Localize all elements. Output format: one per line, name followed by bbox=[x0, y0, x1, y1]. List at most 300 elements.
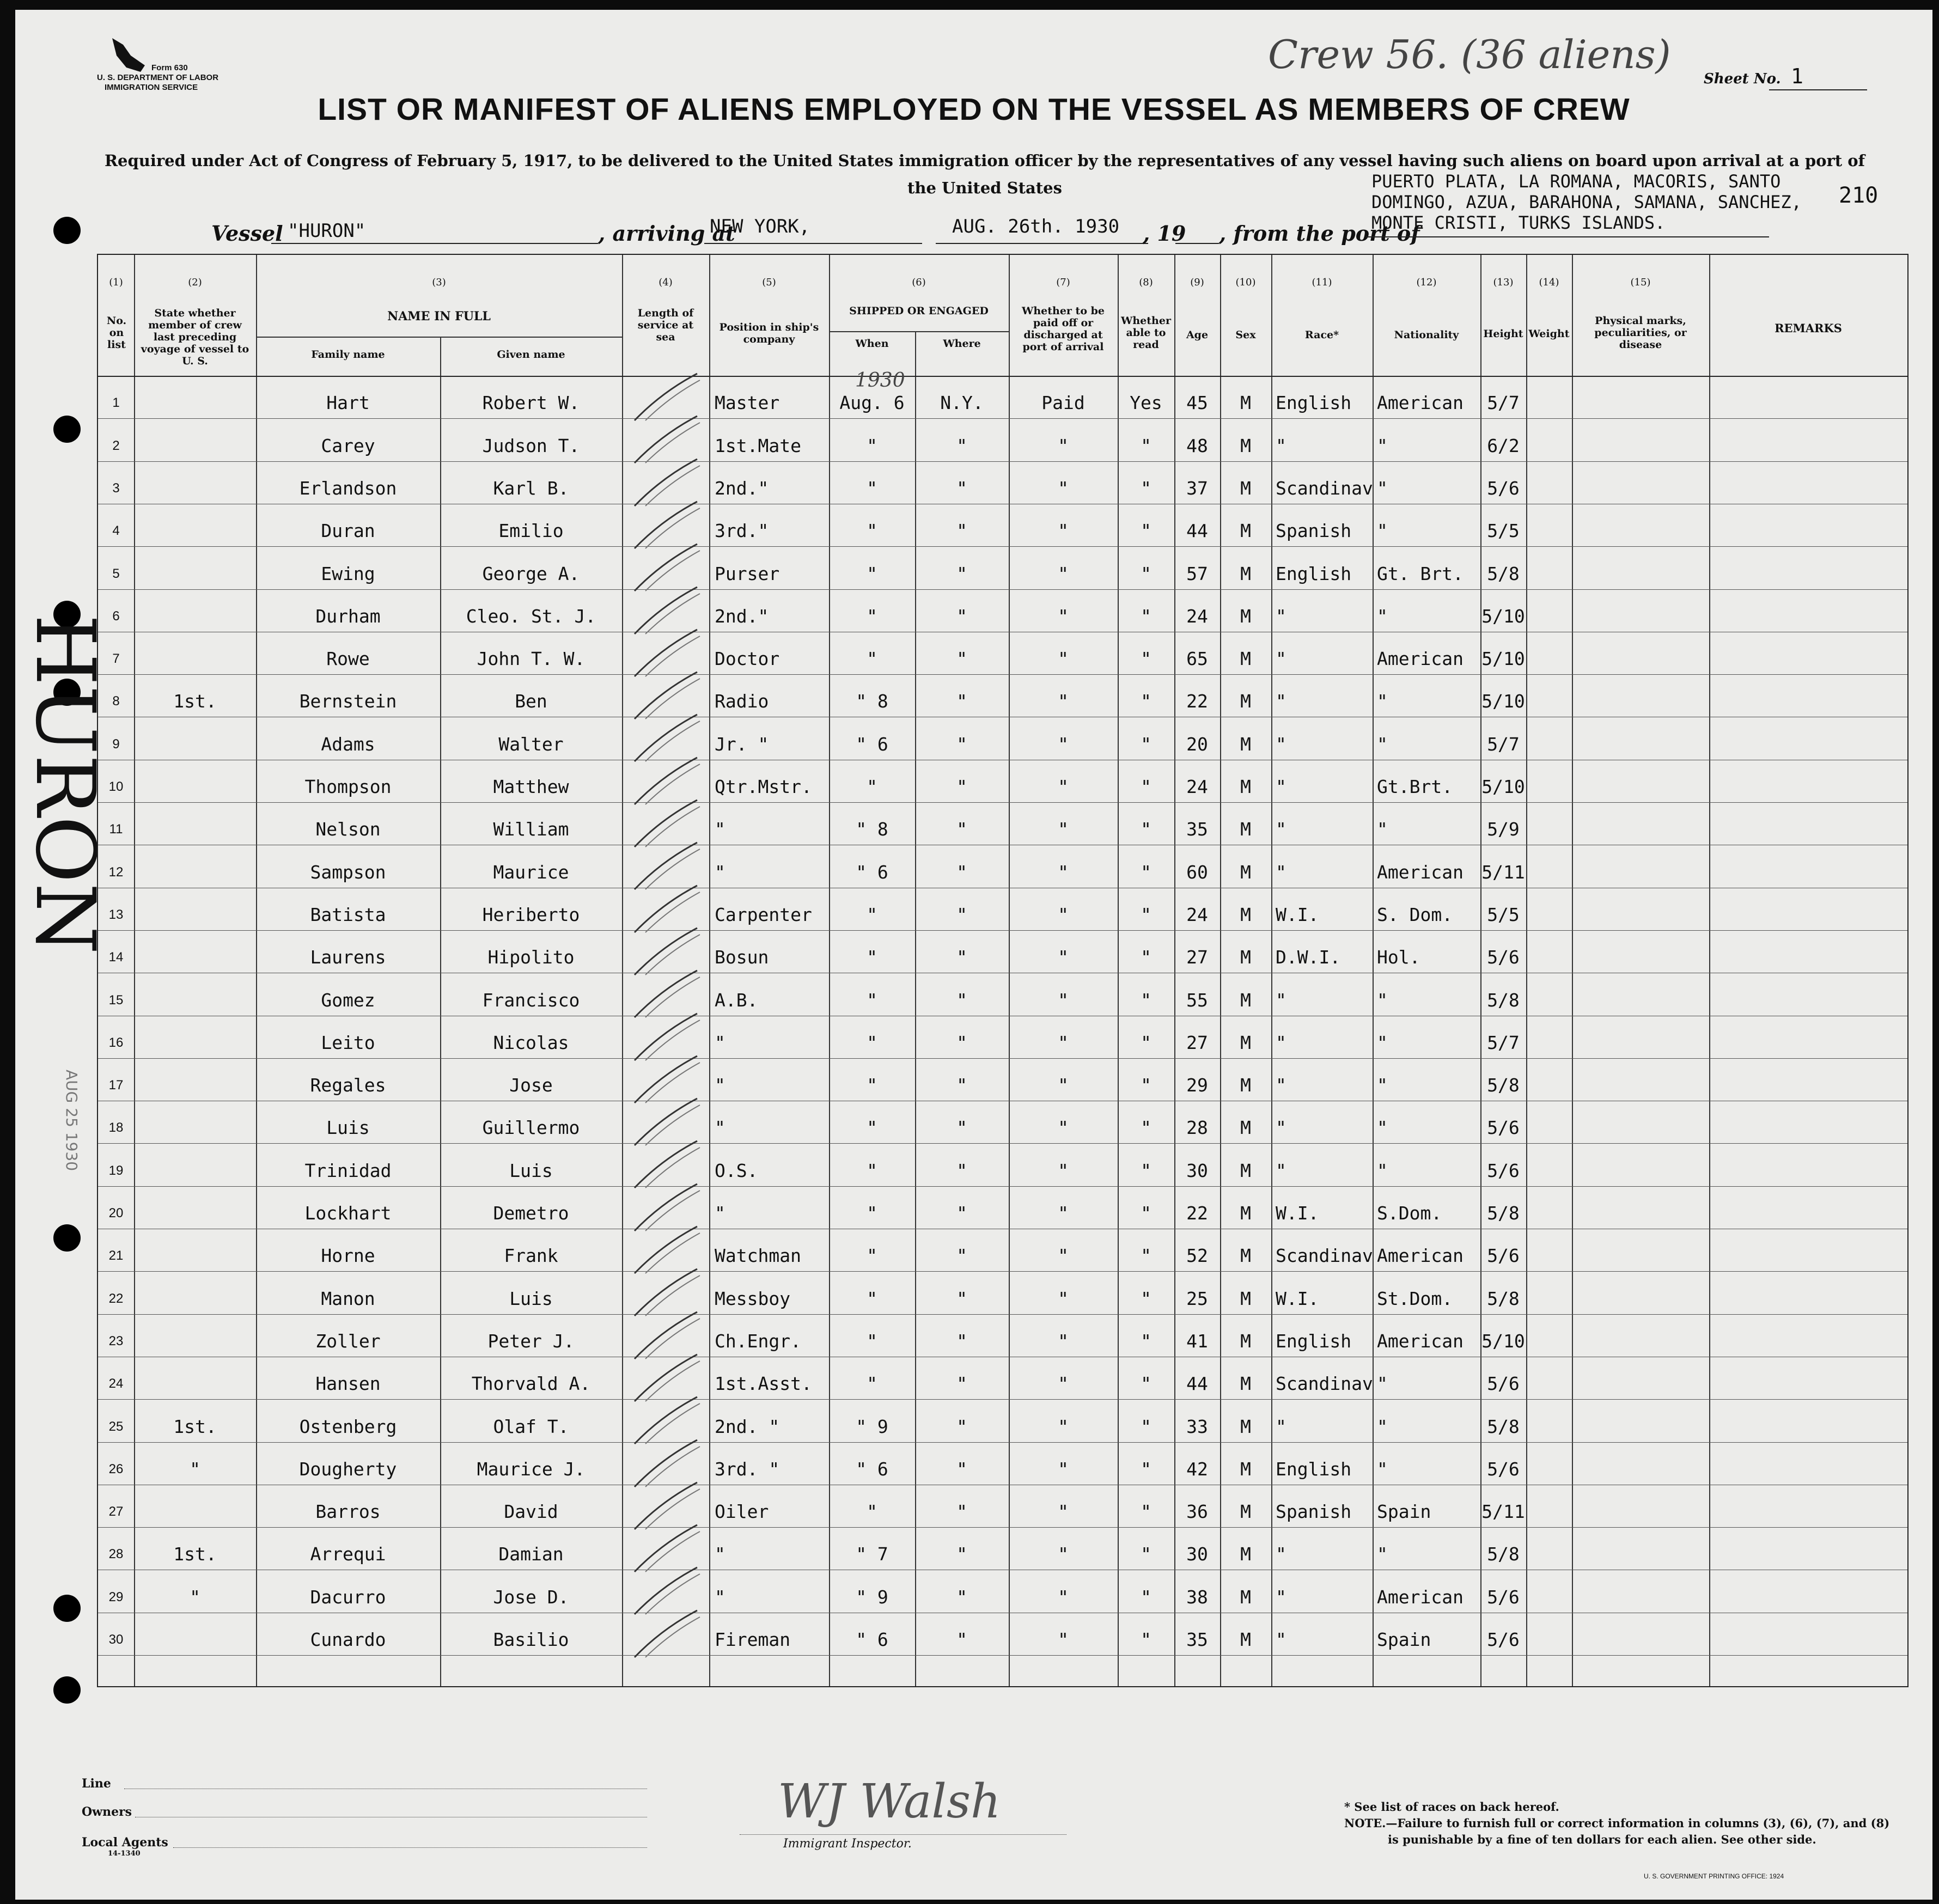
cell-given: George A. bbox=[482, 563, 580, 584]
col-given-name: Given name bbox=[497, 349, 565, 361]
owners-label: Owners bbox=[82, 1805, 132, 1819]
col-length-of-service: Length of service at sea bbox=[637, 307, 694, 343]
cell-read: " bbox=[1141, 1586, 1151, 1608]
cell-sex: M bbox=[1240, 947, 1251, 968]
margin-vessel-name bbox=[17, 603, 112, 1050]
cell-sex: M bbox=[1240, 989, 1251, 1011]
cell-when: " bbox=[867, 1245, 877, 1267]
cell-sex: M bbox=[1240, 1586, 1251, 1608]
cell-paid: " bbox=[1058, 1075, 1069, 1096]
cell-paid: " bbox=[1058, 1203, 1069, 1224]
cell-race: " bbox=[1276, 1586, 1286, 1608]
cell-given: Ben bbox=[515, 691, 547, 712]
col-race: Race* bbox=[1304, 329, 1339, 341]
cell-where: " bbox=[956, 819, 967, 840]
cell-no: 16 bbox=[108, 1035, 124, 1050]
cell-where: " bbox=[956, 904, 967, 925]
cell-when: " bbox=[867, 1501, 877, 1523]
cell-when: " bbox=[867, 648, 877, 670]
cell-read: " bbox=[1141, 861, 1151, 883]
cell-where: " bbox=[956, 1287, 967, 1309]
cell-race: D.W.I. bbox=[1276, 947, 1341, 968]
cell-nationality: American bbox=[1377, 1245, 1464, 1267]
cell-no: 26 bbox=[108, 1461, 124, 1476]
cell-where: " bbox=[956, 989, 967, 1011]
cell-family: Gomez bbox=[321, 989, 375, 1011]
cell-no: 8 bbox=[112, 694, 120, 709]
page-subtitle: Required under Act of Congress of February 5, 1917, to be delivered to the United States immigration officer by the representatives of any vessel having such aliens on board upon arrival at a port of the United States bbox=[104, 151, 1865, 197]
col-previous-voyage: State whether member of crew last preceding voyage of vessel to U. S. bbox=[141, 307, 249, 367]
cell-given: Maurice bbox=[493, 861, 569, 883]
cell-paid: " bbox=[1058, 1287, 1069, 1309]
cell-sex: M bbox=[1240, 776, 1251, 797]
cell-read: " bbox=[1141, 1330, 1151, 1352]
cell-height: 5/5 bbox=[1487, 904, 1520, 925]
cell-paid: " bbox=[1058, 1032, 1069, 1053]
cell-position: Oiler bbox=[715, 1501, 769, 1523]
cell-no: 13 bbox=[108, 907, 124, 922]
cell-position: " bbox=[715, 1075, 725, 1096]
cell-no: 2 bbox=[112, 438, 120, 453]
cell-read: " bbox=[1141, 904, 1151, 925]
cell-given: Jose D. bbox=[493, 1586, 569, 1608]
cell-no: 1 bbox=[112, 395, 120, 411]
cell-where: " bbox=[956, 477, 967, 499]
cell-read: " bbox=[1141, 435, 1151, 456]
cell-height: 5/10 bbox=[1481, 605, 1525, 627]
date-stamp-text: AUG 25 1930 bbox=[63, 1070, 81, 1171]
cell-read: " bbox=[1141, 1287, 1151, 1309]
col1-number: (1) bbox=[109, 277, 123, 288]
line-label: Line bbox=[82, 1777, 111, 1791]
cell-height: 5/11 bbox=[1481, 861, 1525, 883]
cell-sex: M bbox=[1240, 1245, 1251, 1267]
cell-position: Doctor bbox=[715, 648, 780, 670]
cell-paid: " bbox=[1058, 1629, 1069, 1650]
cell-given: Hipolito bbox=[487, 947, 575, 968]
cell-given: Heriberto bbox=[482, 904, 580, 925]
cell-race: Scandinav bbox=[1276, 1245, 1373, 1267]
cell-age: 27 bbox=[1186, 947, 1208, 968]
cell-height: 5/8 bbox=[1487, 1075, 1520, 1096]
cell-race: " bbox=[1276, 691, 1286, 712]
cell-height: 5/7 bbox=[1487, 392, 1520, 414]
cell-position: Messboy bbox=[715, 1287, 791, 1309]
sheet-number-value: 1 bbox=[1791, 64, 1803, 88]
cell-given: Olaf T. bbox=[493, 1415, 569, 1437]
cell-where: " bbox=[956, 1245, 967, 1267]
cell-family: Luis bbox=[326, 1117, 370, 1139]
cell-when: " bbox=[867, 477, 877, 499]
cell-nationality: " bbox=[1377, 1373, 1388, 1395]
cell-age: 44 bbox=[1186, 520, 1208, 542]
cell-when: " bbox=[867, 1287, 877, 1309]
cell-height: 5/11 bbox=[1481, 1501, 1525, 1523]
cell-age: 37 bbox=[1186, 477, 1208, 499]
cell-sex: M bbox=[1240, 691, 1251, 712]
cell-family: Cunardo bbox=[310, 1629, 386, 1650]
cell-read: " bbox=[1141, 1117, 1151, 1139]
cell-where: " bbox=[956, 520, 967, 542]
col6-number: (6) bbox=[912, 277, 926, 288]
cell-sex: M bbox=[1240, 1117, 1251, 1139]
cell-family: Lockhart bbox=[304, 1203, 392, 1224]
cell-family: Dacurro bbox=[310, 1586, 386, 1608]
cell-race: English bbox=[1276, 563, 1352, 584]
cell-where: " bbox=[956, 1075, 967, 1096]
cell-nationality: " bbox=[1377, 520, 1388, 542]
cell-family: Batista bbox=[310, 904, 386, 925]
cell-nationality: " bbox=[1377, 435, 1388, 456]
cell-prev: " bbox=[190, 1586, 200, 1608]
cell-sex: M bbox=[1240, 904, 1251, 925]
cell-given: Walter bbox=[498, 733, 564, 755]
col-physical-marks: Physical marks, peculiarities, or disease bbox=[1594, 315, 1687, 351]
cell-family: Adams bbox=[321, 733, 375, 755]
cell-race: W.I. bbox=[1276, 1287, 1319, 1309]
arriving-label: , arriving at bbox=[598, 221, 735, 246]
cell-nationality: Gt. Brt. bbox=[1377, 563, 1464, 584]
inspector-label: Immigrant Inspector. bbox=[783, 1837, 912, 1851]
cell-when: " 6 bbox=[856, 1629, 888, 1650]
cell-position: " bbox=[715, 1203, 725, 1224]
cell-paid: " bbox=[1058, 904, 1069, 925]
cell-no: 17 bbox=[108, 1078, 124, 1093]
cell-read: " bbox=[1141, 1458, 1151, 1480]
cell-age: 36 bbox=[1186, 1501, 1208, 1523]
cell-position: " bbox=[715, 861, 725, 883]
cell-age: 45 bbox=[1186, 392, 1208, 414]
cell-given: Demetro bbox=[493, 1203, 569, 1224]
department-name: U. S. DEPARTMENT OF LABOR bbox=[97, 73, 219, 82]
col-family-name: Family name bbox=[311, 349, 385, 361]
cell-family: Horne bbox=[321, 1245, 375, 1267]
col-sex: Sex bbox=[1235, 329, 1256, 341]
form-id bbox=[97, 63, 218, 93]
cell-family: Hart bbox=[326, 392, 370, 414]
sheet-number-label: Sheet No. bbox=[1704, 71, 1781, 87]
cell-when: " bbox=[867, 563, 877, 584]
cell-height: 5/6 bbox=[1487, 1160, 1520, 1181]
col8-number: (8) bbox=[1139, 277, 1153, 288]
cell-nationality: American bbox=[1377, 392, 1464, 414]
cell-height: 5/6 bbox=[1487, 1586, 1520, 1608]
cell-sex: M bbox=[1240, 1373, 1251, 1395]
cell-no: 7 bbox=[112, 651, 120, 667]
cell-position: " bbox=[715, 1543, 725, 1565]
cell-age: 28 bbox=[1186, 1117, 1208, 1139]
cell-paid: " bbox=[1058, 1117, 1069, 1139]
cell-sex: M bbox=[1240, 435, 1251, 456]
page-title: LIST OR MANIFEST OF ALIENS EMPLOYED ON THE VESSEL AS MEMBERS OF CREW bbox=[318, 92, 1630, 127]
cell-position: " bbox=[715, 1117, 725, 1139]
cell-position: Purser bbox=[715, 563, 780, 584]
cell-no: 28 bbox=[108, 1547, 124, 1562]
punch-hole bbox=[53, 1676, 81, 1704]
cell-height: 5/8 bbox=[1487, 989, 1520, 1011]
cell-sex: M bbox=[1240, 1160, 1251, 1181]
cell-family: Duran bbox=[321, 520, 375, 542]
cell-where: " bbox=[956, 1543, 967, 1565]
cell-read: " bbox=[1141, 989, 1151, 1011]
cell-no: 14 bbox=[108, 950, 124, 965]
cell-when: " 6 bbox=[856, 1458, 888, 1480]
cell-given: Thorvald A. bbox=[471, 1373, 591, 1395]
cell-family: Ewing bbox=[321, 563, 375, 584]
punch-hole bbox=[53, 1595, 81, 1622]
cell-where: N.Y. bbox=[940, 392, 984, 414]
cell-where: " bbox=[956, 733, 967, 755]
cell-age: 22 bbox=[1186, 691, 1208, 712]
margin-vessel-name-text: HURON bbox=[17, 614, 112, 955]
cell-paid: " bbox=[1058, 733, 1069, 755]
col10-number: (10) bbox=[1235, 277, 1256, 288]
cell-no: 9 bbox=[112, 736, 120, 752]
cell-age: 25 bbox=[1186, 1287, 1208, 1309]
cell-when: " bbox=[867, 435, 877, 456]
cell-where: " bbox=[956, 1117, 967, 1139]
cell-read: " bbox=[1141, 819, 1151, 840]
cell-read: " bbox=[1141, 648, 1151, 670]
cell-position: Fireman bbox=[715, 1629, 791, 1650]
cell-paid: " bbox=[1058, 691, 1069, 712]
cell-paid: " bbox=[1058, 1160, 1069, 1181]
col-shipped-when: When bbox=[855, 338, 889, 350]
cell-when: " 9 bbox=[856, 1586, 888, 1608]
vessel-label: Vessel bbox=[211, 221, 283, 246]
cell-read: " bbox=[1141, 1245, 1151, 1267]
cell-height: 5/6 bbox=[1487, 1629, 1520, 1650]
cell-no: 5 bbox=[112, 566, 120, 581]
printer-mark: U. S. GOVERNMENT PRINTING OFFICE: 1924 bbox=[1644, 1872, 1784, 1880]
cell-position: Ch.Engr. bbox=[715, 1330, 801, 1352]
cell-nationality: " bbox=[1377, 819, 1388, 840]
cell-position: A.B. bbox=[715, 989, 758, 1011]
cell-no: 4 bbox=[112, 523, 120, 539]
cell-family: Nelson bbox=[315, 819, 381, 840]
arrival-port: NEW YORK, bbox=[710, 216, 810, 237]
cell-when: " bbox=[867, 1203, 877, 1224]
departure-ports-line2: DOMINGO, AZUA, BARAHONA, SAMANA, SANCHEZ, bbox=[1371, 192, 1802, 212]
cell-when: " bbox=[867, 776, 877, 797]
col9-number: (9) bbox=[1190, 277, 1204, 288]
cell-race: " bbox=[1276, 1117, 1286, 1139]
cell-race: " bbox=[1276, 989, 1286, 1011]
cell-age: 24 bbox=[1186, 605, 1208, 627]
cell-race: " bbox=[1276, 733, 1286, 755]
cell-read: " bbox=[1141, 477, 1151, 499]
cell-prev: 1st. bbox=[173, 1415, 217, 1437]
cell-age: 24 bbox=[1186, 776, 1208, 797]
cell-when: " 8 bbox=[856, 691, 888, 712]
cell-nationality: American bbox=[1377, 861, 1464, 883]
cell-where: " bbox=[956, 1501, 967, 1523]
cell-position: " bbox=[715, 1586, 725, 1608]
arrival-date: AUG. 26th. 1930 bbox=[952, 216, 1120, 237]
cell-where: " bbox=[956, 1330, 967, 1352]
cell-read: " bbox=[1141, 605, 1151, 627]
cell-where: " bbox=[956, 1032, 967, 1053]
cell-nationality: Gt.Brt. bbox=[1377, 776, 1453, 797]
cell-sex: M bbox=[1240, 648, 1251, 670]
cell-read: Yes bbox=[1130, 392, 1162, 414]
cell-given: Luis bbox=[509, 1160, 553, 1181]
cell-given: Luis bbox=[509, 1287, 553, 1309]
cell-read: " bbox=[1141, 1629, 1151, 1650]
cell-height: 5/10 bbox=[1481, 1330, 1525, 1352]
cell-family: Hansen bbox=[315, 1373, 381, 1395]
cell-given: Frank bbox=[504, 1245, 558, 1267]
from-port-label: , from the port of bbox=[1219, 221, 1420, 246]
cell-where: " bbox=[956, 1586, 967, 1608]
cell-race: English bbox=[1276, 1330, 1352, 1352]
cell-when: " bbox=[867, 605, 877, 627]
cell-sex: M bbox=[1240, 1075, 1251, 1096]
cell-no: 18 bbox=[108, 1120, 124, 1136]
cell-family: Zoller bbox=[315, 1330, 381, 1352]
shipped-year-note: 1930 bbox=[855, 369, 905, 392]
cell-where: " bbox=[956, 1203, 967, 1224]
cell-race: English bbox=[1276, 392, 1352, 414]
cell-age: 38 bbox=[1186, 1586, 1208, 1608]
crew-count-note: Crew 56. (36 aliens) bbox=[1268, 32, 1671, 77]
date-stamp bbox=[60, 1066, 82, 1241]
cell-race: " bbox=[1276, 1032, 1286, 1053]
cell-given: Robert W. bbox=[482, 392, 580, 414]
cell-paid: " bbox=[1058, 648, 1069, 670]
cell-where: " bbox=[956, 1160, 967, 1181]
cell-height: 5/8 bbox=[1487, 1203, 1520, 1224]
cell-no: 11 bbox=[109, 822, 123, 837]
cell-nationality: " bbox=[1377, 1117, 1388, 1139]
col15-number: (15) bbox=[1630, 277, 1651, 288]
cell-race: " bbox=[1276, 1629, 1286, 1650]
cell-when: " 8 bbox=[856, 819, 888, 840]
cell-where: " bbox=[956, 861, 967, 883]
cell-height: 5/6 bbox=[1487, 1458, 1520, 1480]
cell-height: 5/6 bbox=[1487, 1117, 1520, 1139]
cell-no: 23 bbox=[108, 1333, 124, 1348]
cell-nationality: " bbox=[1377, 1075, 1388, 1096]
races-note: * See list of races on back hereof. bbox=[1344, 1800, 1559, 1814]
cell-paid: " bbox=[1058, 861, 1069, 883]
cell-age: 27 bbox=[1186, 1032, 1208, 1053]
cell-given: Judson T. bbox=[482, 435, 580, 456]
cell-given: Maurice J. bbox=[477, 1458, 586, 1480]
cell-height: 5/8 bbox=[1487, 1287, 1520, 1309]
cell-race: " bbox=[1276, 861, 1286, 883]
cell-paid: " bbox=[1058, 1501, 1069, 1523]
cell-when: " 6 bbox=[856, 861, 888, 883]
cell-when: " 9 bbox=[856, 1415, 888, 1437]
cell-height: 5/10 bbox=[1481, 776, 1525, 797]
cell-race: Spanish bbox=[1276, 1501, 1352, 1523]
cell-nationality: St.Dom. bbox=[1377, 1287, 1453, 1309]
col3-number: (3) bbox=[432, 277, 446, 288]
cell-age: 52 bbox=[1186, 1245, 1208, 1267]
cell-position: Radio bbox=[715, 691, 769, 712]
cell-family: Thompson bbox=[304, 776, 392, 797]
cell-nationality: " bbox=[1377, 605, 1388, 627]
cell-race: " bbox=[1276, 435, 1286, 456]
cell-paid: " bbox=[1058, 1458, 1069, 1480]
cell-race: " bbox=[1276, 1160, 1286, 1181]
cell-nationality: S.Dom. bbox=[1377, 1203, 1442, 1224]
cell-age: 57 bbox=[1186, 563, 1208, 584]
cell-read: " bbox=[1141, 1203, 1151, 1224]
cell-paid: Paid bbox=[1041, 392, 1085, 414]
cell-sex: M bbox=[1240, 1032, 1251, 1053]
cell-nationality: " bbox=[1377, 1415, 1388, 1437]
cell-sex: M bbox=[1240, 861, 1251, 883]
col-remarks: REMARKS bbox=[1775, 321, 1842, 335]
cell-paid: " bbox=[1058, 520, 1069, 542]
cell-race: " bbox=[1276, 776, 1286, 797]
col-no-on-list: No. on list bbox=[106, 315, 127, 351]
cell-family: Rowe bbox=[326, 648, 370, 670]
crew-manifest-table bbox=[97, 254, 1908, 1687]
cell-no: 20 bbox=[108, 1206, 124, 1220]
cell-given: Francisco bbox=[482, 989, 580, 1011]
cell-when: " bbox=[867, 1032, 877, 1053]
cell-nationality: " bbox=[1377, 1458, 1388, 1480]
cell-read: " bbox=[1141, 1160, 1151, 1181]
cell-race: Spanish bbox=[1276, 520, 1352, 542]
local-agents-code: 14-1340 bbox=[108, 1850, 141, 1858]
cell-sex: M bbox=[1240, 605, 1251, 627]
footer-notes bbox=[1344, 1799, 1889, 1848]
cell-paid: " bbox=[1058, 819, 1069, 840]
cell-sex: M bbox=[1240, 1203, 1251, 1224]
cell-age: 35 bbox=[1186, 819, 1208, 840]
cell-nationality: Spain bbox=[1377, 1629, 1431, 1650]
cell-paid: " bbox=[1058, 989, 1069, 1011]
cell-nationality: " bbox=[1377, 733, 1388, 755]
punch-hole bbox=[53, 416, 81, 443]
col-height: Height bbox=[1483, 328, 1523, 340]
cell-prev: " bbox=[190, 1458, 200, 1480]
cell-read: " bbox=[1141, 733, 1151, 755]
vessel-name: "HURON" bbox=[288, 220, 366, 242]
cell-position: Bosun bbox=[715, 947, 769, 968]
cell-prev: 1st. bbox=[173, 1543, 217, 1565]
cell-race: English bbox=[1276, 1458, 1352, 1480]
cell-age: 35 bbox=[1186, 1629, 1208, 1650]
cell-given: John T. W. bbox=[477, 648, 586, 670]
col5-number: (5) bbox=[762, 277, 776, 288]
departure-ports-line1: PUERTO PLATA, LA ROMANA, MACORIS, SANTO bbox=[1371, 171, 1781, 192]
cell-where: " bbox=[956, 691, 967, 712]
cell-given: Peter J. bbox=[487, 1330, 575, 1352]
cell-sex: M bbox=[1240, 520, 1251, 542]
cell-sex: M bbox=[1240, 563, 1251, 584]
col-name-in-full: NAME IN FULL bbox=[387, 309, 491, 324]
cell-height: 6/2 bbox=[1487, 435, 1520, 456]
cell-race: " bbox=[1276, 819, 1286, 840]
inspector-signature: WJ Walsh bbox=[778, 1774, 1001, 1829]
cell-read: " bbox=[1141, 563, 1151, 584]
cell-sex: M bbox=[1240, 1458, 1251, 1480]
cell-paid: " bbox=[1058, 605, 1069, 627]
cell-height: 5/8 bbox=[1487, 563, 1520, 584]
cell-family: Durham bbox=[315, 605, 381, 627]
cell-sex: M bbox=[1240, 1415, 1251, 1437]
cell-where: " bbox=[956, 648, 967, 670]
cell-height: 5/5 bbox=[1487, 520, 1520, 542]
cell-position: 2nd." bbox=[715, 477, 769, 499]
cell-position: 3rd. " bbox=[715, 1458, 780, 1480]
cell-height: 5/6 bbox=[1487, 477, 1520, 499]
